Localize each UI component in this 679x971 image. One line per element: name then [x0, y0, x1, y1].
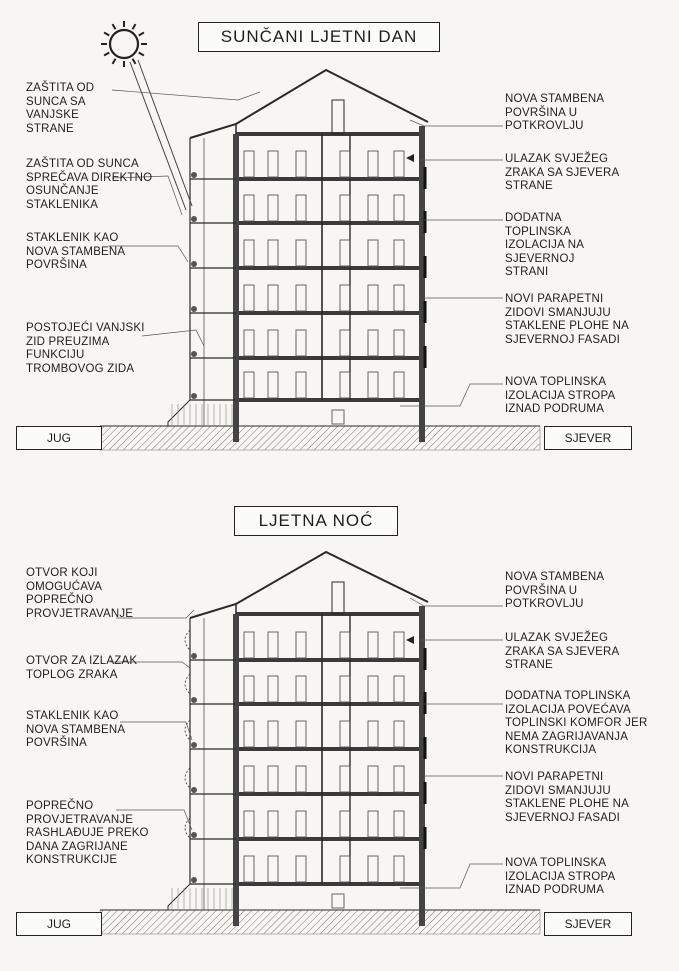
interior-door [296, 330, 306, 356]
shade-roller [191, 306, 197, 312]
night-right-label-5: NOVA TOPLINSKA IZOLACIJA STROPA IZNAD PODRUMA [505, 857, 616, 896]
night-left-label-1: OTVOR KOJI OMOGUĆAVA POPREČNO PROVJETRAVANJE [26, 567, 134, 620]
interior-door [244, 330, 254, 356]
interior-door [296, 766, 306, 792]
interior-door [244, 676, 254, 702]
interior-door [244, 285, 254, 311]
ventilation-flow [185, 630, 190, 650]
basement-slab [236, 398, 422, 402]
floor-slab [236, 356, 422, 360]
shade-roller [191, 216, 197, 222]
shade-roller [191, 261, 197, 267]
interior-door [268, 285, 278, 311]
interior-door [268, 811, 278, 837]
interior-door [368, 766, 378, 792]
interior-door [368, 856, 378, 882]
interior-door [244, 766, 254, 792]
interior-door [340, 676, 350, 702]
interior-door [268, 766, 278, 792]
leader-line [400, 384, 503, 406]
interior-door [268, 856, 278, 882]
interior-door [244, 240, 254, 266]
interior-door [340, 151, 350, 177]
floor-slab [236, 658, 422, 662]
interior-door [394, 721, 404, 747]
interior-door [340, 372, 350, 398]
ventilation-flow [185, 720, 190, 740]
floor-slab [236, 177, 422, 181]
interior-door [244, 856, 254, 882]
south-wall [233, 134, 239, 442]
interior-door [394, 372, 404, 398]
shade-roller [191, 697, 197, 703]
day-left-label-1: ZAŠTITA OD SUNCA SA VANJSKE STRANE [26, 82, 95, 135]
leader-line [142, 330, 204, 346]
shade-roller [191, 832, 197, 838]
interior-door [340, 285, 350, 311]
interior-door [268, 151, 278, 177]
interior-door [340, 766, 350, 792]
attic-door [332, 582, 344, 614]
shade-roller [191, 742, 197, 748]
day-left-label-2: ZAŠTITA OD SUNCA SPREČAVA DIREKTNO OSUNČANJE STAKLENIKA [26, 158, 153, 211]
interior-door [394, 195, 404, 221]
fresh-air-arrow [406, 154, 414, 162]
interior-door [296, 151, 306, 177]
ventilation-flow [185, 674, 190, 694]
interior-door [268, 195, 278, 221]
day-south-label: JUG [16, 426, 102, 450]
day-title: SUNČANI LJETNI DAN [198, 22, 440, 52]
floor-slab [236, 702, 422, 706]
day-right-label-1: NOVA STAMBENA POVRŠINA U POTKROVLJU [505, 93, 605, 132]
interior-door [394, 285, 404, 311]
interior-door [340, 195, 350, 221]
floor-slab [236, 612, 422, 616]
ventilation-flow [185, 818, 190, 838]
interior-door [296, 285, 306, 311]
interior-door [368, 195, 378, 221]
interior-door [244, 811, 254, 837]
interior-door [268, 676, 278, 702]
interior-door [268, 632, 278, 658]
interior-door [394, 632, 404, 658]
basement-door [332, 410, 344, 424]
interior-door [340, 811, 350, 837]
shade-roller [191, 877, 197, 883]
shade-roller [191, 787, 197, 793]
summer-night-panel [0, 490, 679, 971]
interior-door [368, 372, 378, 398]
attic-door [332, 100, 344, 134]
interior-door [296, 676, 306, 702]
day-right-label-2: ULAZAK SVJEŽEG ZRAKA SA SJEVERA STRANE [505, 153, 620, 192]
interior-door [368, 676, 378, 702]
night-left-label-2: OTVOR ZA IZLAZAK TOPLOG ZRAKA [26, 655, 138, 681]
interior-door [268, 330, 278, 356]
south-wall [233, 614, 239, 926]
ground-hatch [100, 910, 540, 934]
interior-door [368, 811, 378, 837]
night-right-label-4: NOVI PARAPETNI ZIDOVI SMANJUJU STAKLENE PLOHE NA SJEVERNOJ FASADI [505, 771, 629, 824]
night-left-label-3: STAKLENIK KAO NOVA STAMBENA POVRŠINA [26, 710, 126, 749]
interior-door [368, 151, 378, 177]
interior-door [394, 330, 404, 356]
interior-door [244, 632, 254, 658]
interior-door [296, 811, 306, 837]
interior-door [394, 240, 404, 266]
roof [190, 552, 428, 618]
interior-door [368, 285, 378, 311]
floor-slab [236, 747, 422, 751]
interior-door [268, 372, 278, 398]
day-left-label-3: STAKLENIK KAO NOVA STAMBENA POVRŠINA [26, 232, 126, 271]
interior-door [296, 372, 306, 398]
day-right-label-4: NOVI PARAPETNI ZIDOVI SMANJUJU STAKLENE PLOHE NA SJEVERNOJ FASADI [505, 293, 629, 346]
interior-door [340, 240, 350, 266]
floor-slab [236, 132, 422, 136]
night-right-label-1: NOVA STAMBENA POVRŠINA U POTKROVLJU [505, 571, 605, 610]
roof [190, 70, 428, 138]
shade-roller [191, 393, 197, 399]
day-north-label: SJEVER [544, 426, 632, 450]
interior-door [394, 676, 404, 702]
night-title: LJETNA NOĆ [234, 506, 398, 536]
night-right-label-2: ULAZAK SVJEŽEG ZRAKA SA SJEVERA STRANE [505, 632, 620, 671]
leader-line [112, 90, 260, 100]
interior-door [296, 632, 306, 658]
day-right-label-3: DODATNA TOPLINSKA IZOLACIJA NA SJEVERNOJ STRANI [505, 212, 585, 278]
leader-line [120, 722, 192, 740]
interior-door [394, 811, 404, 837]
floor-slab [236, 311, 422, 315]
fresh-air-arrow [406, 636, 414, 644]
shade-roller [191, 172, 197, 178]
shade-roller [191, 351, 197, 357]
interior-door [296, 195, 306, 221]
night-right-label-3: DODATNA TOPLINSKA IZOLACIJA POVEĆAVA TOPLINSKI KOMFOR JER NEMA ZAGRIJAVANJA KONSTRUKCIJA [505, 690, 648, 756]
interior-door [296, 721, 306, 747]
ventilation-flow [185, 768, 190, 788]
interior-door [394, 856, 404, 882]
interior-door [394, 766, 404, 792]
interior-door [368, 330, 378, 356]
shade-roller [191, 653, 197, 659]
interior-door [340, 721, 350, 747]
night-north-label: SJEVER [544, 912, 632, 936]
night-left-label-4: POPREČNO PROVJETRAVANJE RASHLAĐUJE PREKO DANA ZAGRIJANE KONSTRUKCIJE [26, 800, 149, 866]
interior-door [340, 856, 350, 882]
interior-door [268, 721, 278, 747]
basement-door [332, 894, 344, 908]
lower-glazing [168, 400, 190, 426]
summer-day-panel [0, 0, 679, 470]
interior-door [394, 151, 404, 177]
floor-slab [236, 221, 422, 225]
night-south-label: JUG [16, 912, 102, 936]
interior-door [368, 632, 378, 658]
interior-door [368, 721, 378, 747]
interior-door [340, 632, 350, 658]
basement-slab [236, 882, 422, 886]
floor-slab [236, 266, 422, 270]
interior-door [296, 856, 306, 882]
floor-slab [236, 837, 422, 841]
interior-door [244, 721, 254, 747]
day-left-label-4: POSTOJEĆI VANJSKI ZID PREUZIMA FUNKCIJU TROMBOVOG ZIDA [26, 322, 145, 375]
interior-door [244, 151, 254, 177]
interior-door [244, 195, 254, 221]
interior-door [368, 240, 378, 266]
floor-slab [236, 792, 422, 796]
ground-hatch [100, 426, 540, 450]
interior-door [296, 240, 306, 266]
sun-icon [101, 21, 147, 67]
interior-door [340, 330, 350, 356]
lower-glazing [168, 884, 190, 910]
day-right-label-5: NOVA TOPLINSKA IZOLACIJA STROPA IZNAD PODRUMA [505, 376, 616, 415]
interior-door [268, 240, 278, 266]
interior-door [244, 372, 254, 398]
